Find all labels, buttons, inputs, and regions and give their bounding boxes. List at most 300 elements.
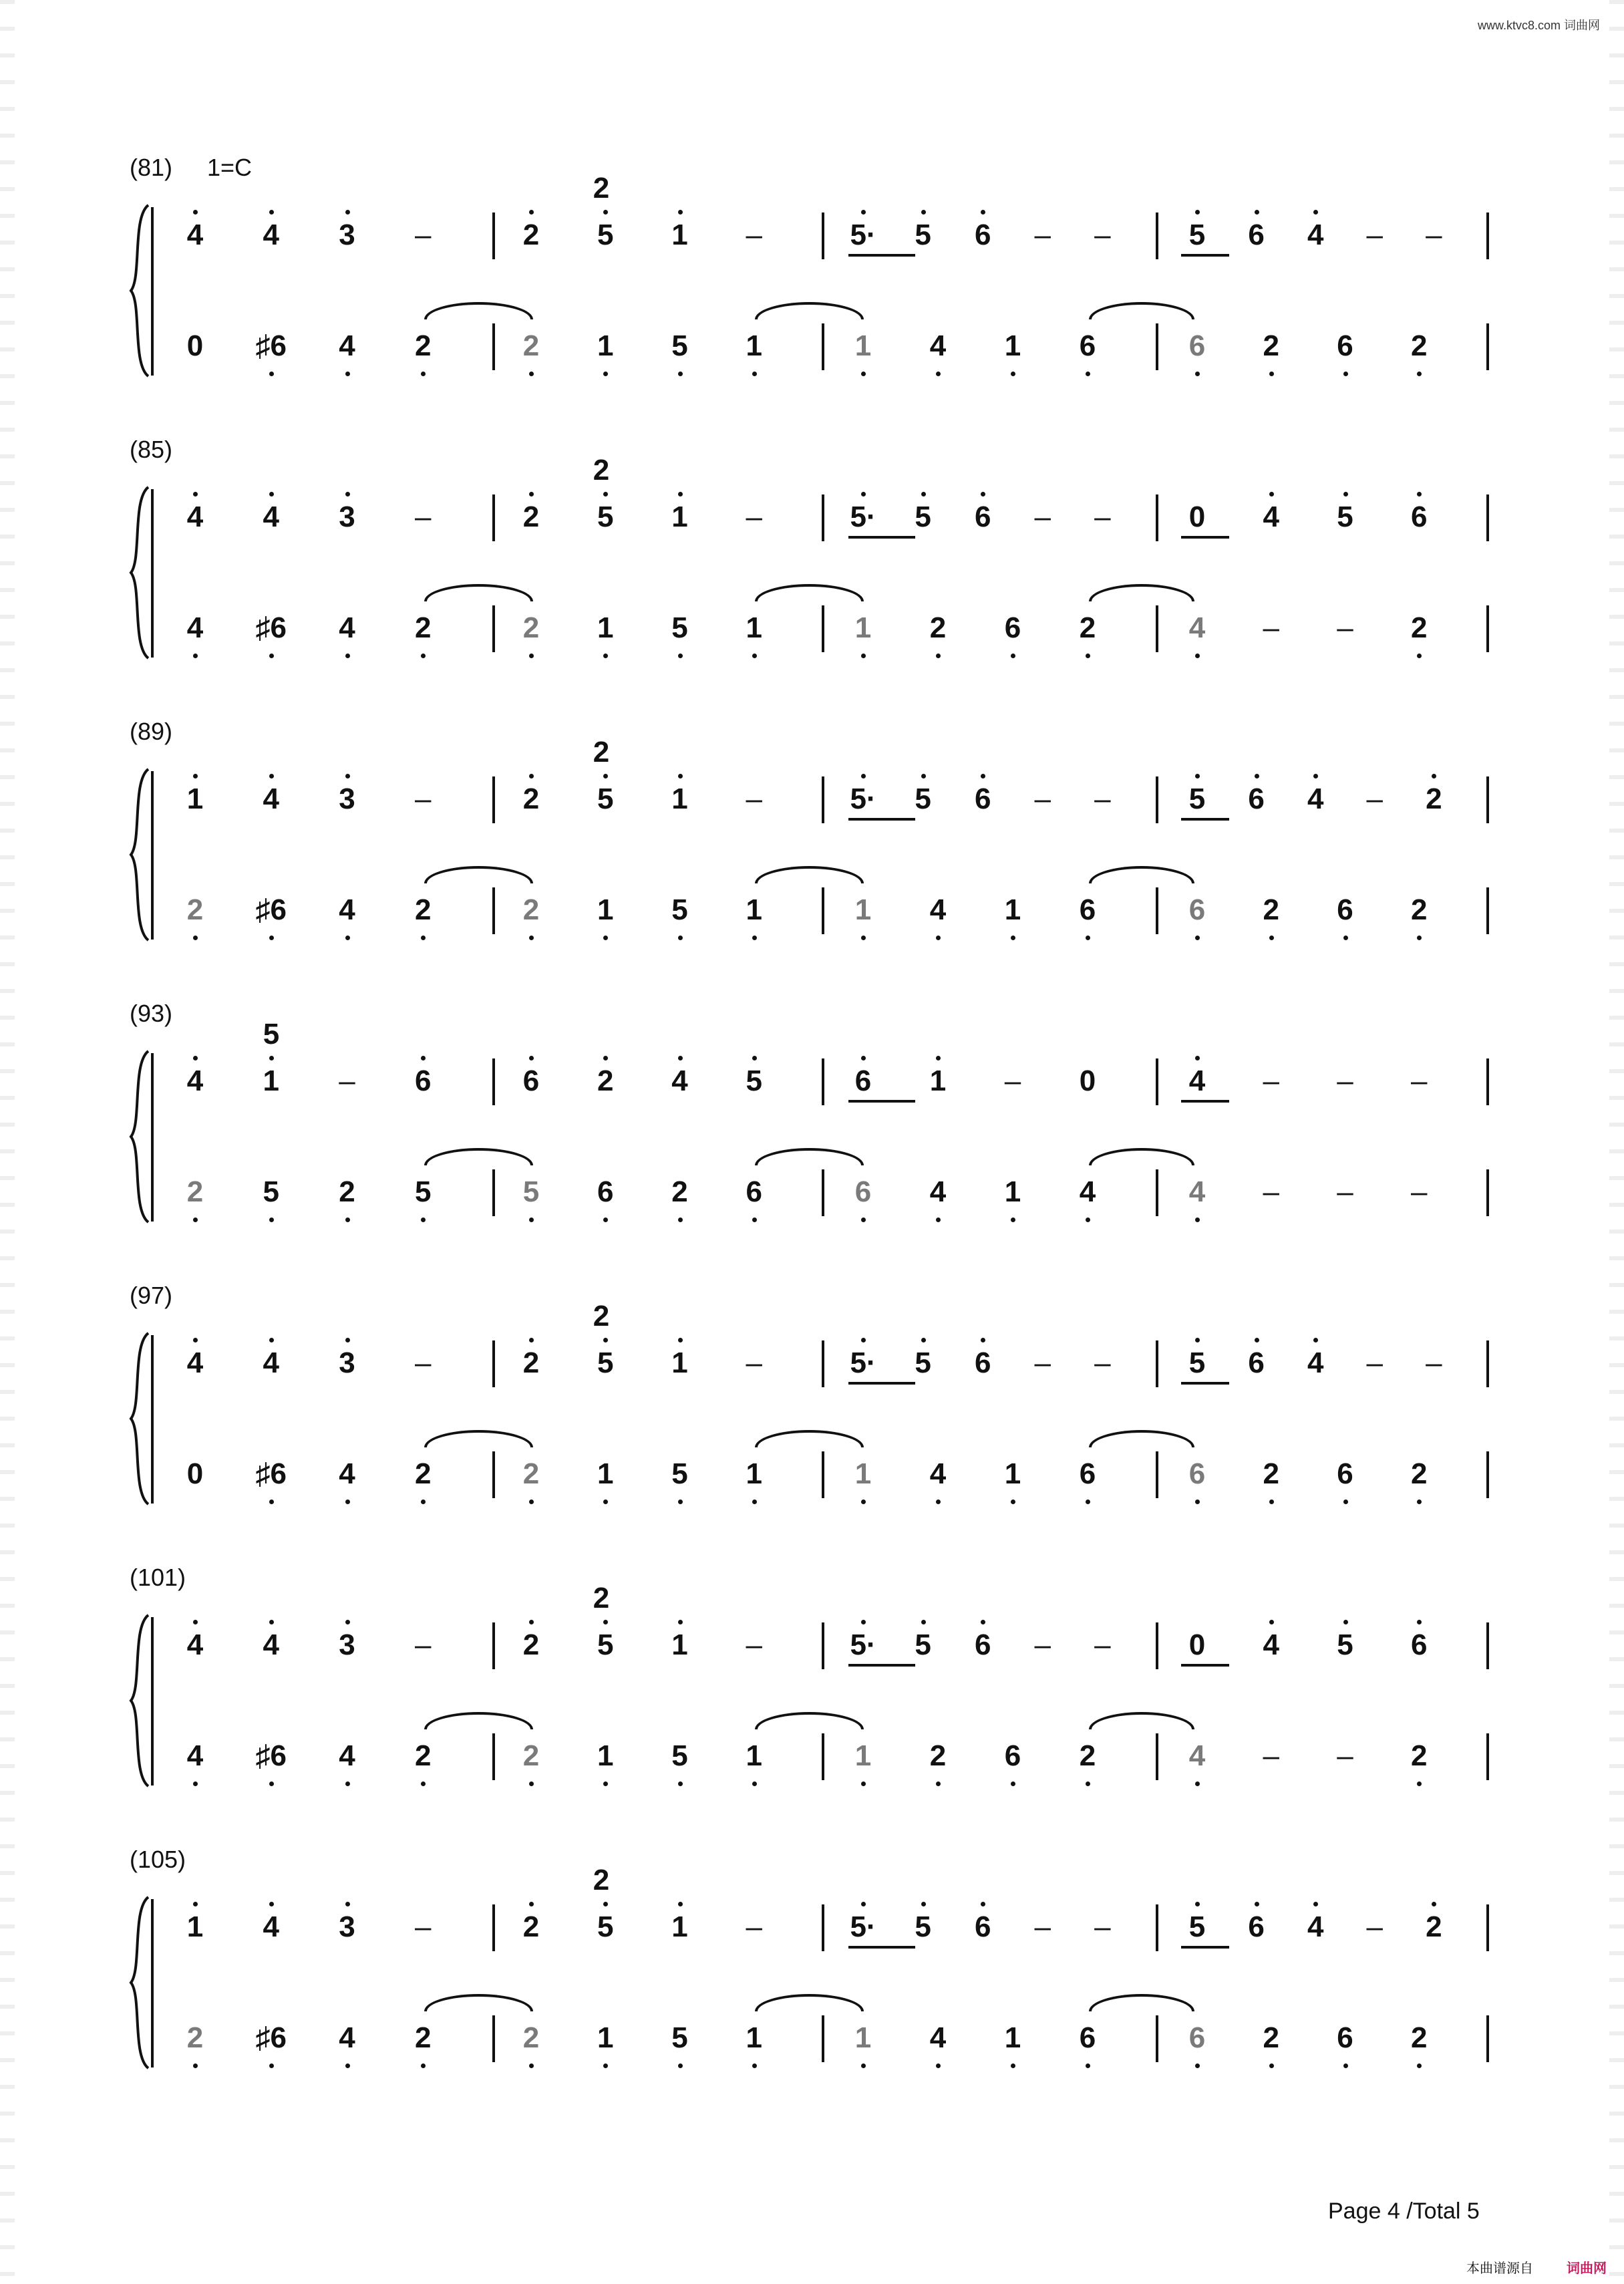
beam-line	[848, 1946, 915, 1949]
octave-dot	[1255, 774, 1259, 778]
octave-dot	[1195, 210, 1200, 215]
octave-dot	[603, 654, 608, 658]
dash-note: –	[1094, 782, 1111, 815]
note: 1	[597, 2021, 614, 2054]
note: 2	[1079, 611, 1096, 644]
octave-dot	[421, 936, 426, 940]
barline	[1156, 212, 1158, 259]
octave-dot	[1086, 654, 1090, 658]
octave-dot	[1195, 1338, 1200, 1342]
note: 4	[263, 782, 279, 815]
barline	[1156, 494, 1158, 541]
octave-dot	[678, 1218, 683, 1222]
octave-dot	[1417, 654, 1422, 658]
note: 5·	[850, 1346, 876, 1379]
note: 5	[597, 1346, 614, 1379]
bass-part	[0, 319, 1624, 373]
octave-dot	[193, 2063, 198, 2068]
barline	[492, 1058, 495, 1105]
note: 6	[1079, 2021, 1096, 2054]
octave-dot	[861, 936, 866, 940]
note: ♯6	[255, 2021, 287, 2054]
octave-dot	[345, 1902, 350, 1906]
dash-note: –	[746, 1346, 762, 1379]
barline	[1156, 605, 1158, 652]
octave-dot	[1255, 1338, 1259, 1342]
note: ♯6	[255, 611, 287, 644]
note: 5·	[850, 219, 876, 251]
note: 5	[1337, 501, 1353, 533]
note: 4	[1188, 1175, 1206, 1208]
note: 5	[597, 782, 614, 815]
barline	[1486, 1340, 1489, 1387]
note: 2	[597, 1064, 614, 1097]
dash-note: –	[339, 1064, 355, 1097]
barline	[1156, 1169, 1158, 1216]
treble-part	[0, 1900, 1624, 1954]
octave-dot	[1343, 1620, 1348, 1624]
octave-dot	[193, 654, 198, 658]
note: 4	[339, 2021, 355, 2054]
note: 5·	[850, 782, 876, 815]
note: 4	[1263, 501, 1279, 533]
bass-part	[0, 2011, 1624, 2065]
note: 6	[974, 219, 991, 251]
octave-dot	[678, 210, 683, 215]
octave-dot	[1011, 1218, 1015, 1222]
note: 5·	[850, 1628, 876, 1661]
barline	[822, 605, 824, 652]
barline	[822, 887, 824, 934]
note: 6	[1188, 893, 1206, 926]
page-indicator: Page 4 /Total 5	[1328, 2198, 1480, 2224]
octave-dot	[678, 1620, 683, 1624]
dash-note: –	[1094, 1910, 1111, 1943]
note: 1	[746, 329, 762, 362]
octave-dot	[345, 2063, 350, 2068]
note: 5	[915, 1910, 931, 1943]
barline	[822, 1058, 824, 1105]
octave-dot	[1417, 1500, 1422, 1504]
note: 5·	[850, 1910, 876, 1943]
barline	[1486, 494, 1489, 541]
treble-part	[0, 1336, 1624, 1390]
note: 3	[339, 1628, 355, 1661]
treble-part	[0, 1618, 1624, 1672]
octave-dot	[1195, 372, 1200, 376]
barline	[1486, 1622, 1489, 1669]
octave-dot	[193, 492, 198, 496]
note: 4	[1263, 1628, 1279, 1661]
barline	[1156, 323, 1158, 370]
note: 1	[1004, 2021, 1021, 2054]
dash-note: –	[1263, 611, 1279, 644]
bass-part	[0, 1165, 1624, 1219]
measure-number: (101)	[130, 1564, 186, 1591]
slur	[424, 584, 533, 601]
slur	[1089, 302, 1194, 319]
octave-dot	[529, 1500, 534, 1504]
note: 0	[1079, 1064, 1096, 1097]
note: ♯6	[255, 1457, 287, 1490]
dash-note: –	[1337, 1175, 1353, 1208]
note: 4	[186, 1739, 204, 1772]
note: 6	[1337, 2021, 1353, 2054]
note: 6	[1248, 219, 1265, 251]
octave-dot	[193, 936, 198, 940]
note: 6	[1079, 329, 1096, 362]
barline	[492, 1169, 495, 1216]
octave-dot	[1417, 2063, 1422, 2068]
note: 2	[522, 782, 540, 815]
note: 2	[1263, 329, 1279, 362]
treble-part	[0, 208, 1624, 262]
dash-note: –	[746, 219, 762, 251]
octave-dot	[678, 492, 683, 496]
note: 4	[339, 611, 355, 644]
dash-note: –	[1366, 782, 1384, 815]
octave-dot	[529, 654, 534, 658]
note: 2	[186, 2021, 204, 2054]
note: 6	[1248, 782, 1265, 815]
octave-dot	[752, 1056, 757, 1060]
octave-dot	[529, 1218, 534, 1222]
note: 2	[522, 1346, 540, 1379]
note: 5	[415, 1175, 432, 1208]
note: 1	[671, 782, 688, 815]
octave-dot	[936, 936, 941, 940]
note: 0	[1188, 1628, 1206, 1661]
note: 0	[186, 329, 204, 362]
octave-dot	[936, 654, 941, 658]
barline	[1486, 887, 1489, 934]
note: 6	[1188, 1457, 1206, 1490]
note: 2	[415, 1739, 432, 1772]
note: 2	[522, 1628, 540, 1661]
note: 5	[597, 219, 614, 251]
barline	[1156, 2015, 1158, 2062]
octave-dot	[529, 372, 534, 376]
note: ♯6	[255, 329, 287, 362]
note: 5	[1188, 782, 1206, 815]
octave-dot	[1195, 1218, 1200, 1222]
octave-dot	[752, 2063, 757, 2068]
octave-dot	[936, 1218, 941, 1222]
octave-dot	[603, 1781, 608, 1786]
dash-note: –	[1094, 1628, 1111, 1661]
note: 1	[1004, 1457, 1021, 1490]
octave-dot	[678, 774, 683, 778]
note: 1	[597, 611, 614, 644]
barline	[1486, 2015, 1489, 2062]
octave-dot	[678, 372, 683, 376]
octave-dot	[529, 1338, 534, 1342]
beam-line	[848, 254, 915, 257]
dash-note: –	[1366, 1910, 1384, 1943]
barline	[492, 776, 495, 823]
note: ♯6	[255, 893, 287, 926]
stacked-note: 2	[593, 736, 610, 768]
octave-dot	[345, 210, 350, 215]
beam-line	[848, 1382, 915, 1385]
note: 2	[186, 1175, 204, 1208]
octave-dot	[678, 936, 683, 940]
octave-dot	[269, 1500, 274, 1504]
barline	[822, 494, 824, 541]
octave-dot	[1086, 1218, 1090, 1222]
slur	[1089, 866, 1194, 883]
measure-number: (81)	[130, 154, 173, 181]
note: 1	[746, 2021, 762, 2054]
treble-part	[0, 490, 1624, 544]
note: 2	[1411, 1739, 1428, 1772]
octave-dot	[1343, 492, 1348, 496]
octave-dot	[861, 372, 866, 376]
dash-note: –	[1426, 219, 1442, 251]
slur	[424, 302, 533, 319]
octave-dot	[678, 2063, 683, 2068]
note: 1	[597, 329, 614, 362]
barline	[1486, 605, 1489, 652]
barline	[492, 494, 495, 541]
brand-source: 本曲谱源自	[1466, 2261, 1533, 2276]
note: 2	[522, 1739, 540, 1772]
beam-line	[1181, 1664, 1229, 1667]
octave-dot	[269, 774, 274, 778]
dash-note: –	[1263, 1064, 1279, 1097]
octave-dot	[1086, 1500, 1090, 1504]
treble-part	[0, 772, 1624, 826]
note: 5	[671, 1739, 688, 1772]
octave-dot	[1417, 372, 1422, 376]
note: 2	[1263, 2021, 1279, 2054]
dash-note: –	[746, 1910, 762, 1943]
bass-part	[0, 1447, 1624, 1501]
beam-line	[848, 1664, 915, 1667]
note: 2	[1411, 611, 1428, 644]
octave-dot	[1011, 1781, 1015, 1786]
note: 4	[186, 1628, 204, 1661]
note: 5	[263, 1175, 279, 1208]
octave-dot	[678, 654, 683, 658]
octave-dot	[1343, 936, 1348, 940]
note: 2	[522, 501, 540, 533]
octave-dot	[861, 1781, 866, 1786]
octave-dot	[529, 1056, 534, 1060]
octave-dot	[193, 1218, 198, 1222]
octave-dot	[345, 774, 350, 778]
slur	[424, 1994, 533, 2011]
octave-dot	[861, 492, 866, 496]
dash-note: –	[415, 501, 432, 533]
note: 6	[522, 1064, 540, 1097]
octave-dot	[1255, 1902, 1259, 1906]
measure-number: (93)	[130, 1000, 173, 1027]
octave-dot	[861, 774, 866, 778]
note: 6	[746, 1175, 762, 1208]
octave-dot	[1269, 492, 1274, 496]
octave-dot	[529, 1781, 534, 1786]
barline	[1156, 776, 1158, 823]
octave-dot	[678, 1500, 683, 1504]
note: 2	[415, 611, 432, 644]
note: 4	[339, 1457, 355, 1490]
note: 2	[1263, 1457, 1279, 1490]
octave-dot	[269, 936, 274, 940]
note: 1	[746, 1457, 762, 1490]
octave-dot	[861, 1056, 866, 1060]
stacked-note: 2	[593, 1582, 610, 1614]
note: 2	[671, 1175, 688, 1208]
slur	[424, 866, 533, 883]
octave-dot	[193, 210, 198, 215]
note: 2	[1411, 329, 1428, 362]
octave-dot	[921, 774, 926, 778]
note: 0	[186, 1457, 204, 1490]
octave-dot	[861, 654, 866, 658]
dash-note: –	[1034, 219, 1051, 251]
slur	[755, 866, 864, 883]
note: 2	[1426, 782, 1442, 815]
dash-note: –	[1426, 1346, 1442, 1379]
dash-note: –	[415, 219, 432, 251]
barline	[1156, 1340, 1158, 1387]
slur	[424, 1148, 533, 1165]
octave-dot	[921, 1620, 926, 1624]
note: 2	[415, 893, 432, 926]
octave-dot	[752, 1781, 757, 1786]
note: 4	[1079, 1175, 1096, 1208]
bass-part	[0, 1729, 1624, 1783]
note: 1	[671, 219, 688, 251]
slur	[755, 1994, 864, 2011]
note: 4	[1307, 782, 1324, 815]
slur	[755, 1712, 864, 1729]
octave-dot	[345, 1218, 350, 1222]
note: 6	[1248, 1346, 1265, 1379]
note: 4	[263, 1910, 279, 1943]
note: 6	[854, 1175, 872, 1208]
note: 6	[974, 1628, 991, 1661]
note: 6	[1004, 611, 1021, 644]
slur	[1089, 584, 1194, 601]
barline	[492, 1733, 495, 1780]
dash-note: –	[415, 782, 432, 815]
octave-dot	[752, 654, 757, 658]
note: 2	[1411, 2021, 1428, 2054]
note: 6	[1079, 1457, 1096, 1490]
octave-dot	[421, 372, 426, 376]
note: 4	[263, 501, 279, 533]
barline	[1486, 323, 1489, 370]
barline	[1156, 887, 1158, 934]
note: 3	[339, 1910, 355, 1943]
dash-note: –	[1337, 1739, 1353, 1772]
note: 5	[1337, 1628, 1353, 1661]
barline	[822, 1904, 824, 1951]
note: 4	[339, 1739, 355, 1772]
octave-dot	[936, 372, 941, 376]
note: 6	[1337, 1457, 1353, 1490]
barline	[822, 1340, 824, 1387]
octave-dot	[936, 1781, 941, 1786]
slur	[755, 1430, 864, 1447]
octave-dot	[1195, 774, 1200, 778]
octave-dot	[269, 210, 274, 215]
octave-dot	[1086, 372, 1090, 376]
note: 6	[415, 1064, 432, 1097]
note: 5	[671, 2021, 688, 2054]
note: 2	[415, 1457, 432, 1490]
barline	[1486, 1451, 1489, 1498]
brand-logo: 词曲网	[1567, 2261, 1607, 2276]
octave-dot	[421, 654, 426, 658]
note: 4	[1307, 219, 1324, 251]
barline	[1156, 1451, 1158, 1498]
barline	[492, 1340, 495, 1387]
note: 5	[915, 782, 931, 815]
note: 2	[522, 219, 540, 251]
octave-dot	[1086, 2063, 1090, 2068]
note: 5	[597, 1628, 614, 1661]
beam-line	[848, 1100, 915, 1103]
note: 1	[854, 611, 872, 644]
beam-line	[1181, 818, 1229, 821]
octave-dot	[1011, 654, 1015, 658]
note: 2	[522, 1910, 540, 1943]
note: 4	[263, 1346, 279, 1379]
note: 5	[671, 329, 688, 362]
note: 4	[929, 1175, 947, 1208]
note: 4	[263, 1628, 279, 1661]
barline	[492, 1904, 495, 1951]
barline	[492, 2015, 495, 2062]
note: 4	[339, 893, 355, 926]
dash-note: –	[1034, 1910, 1051, 1943]
note: 6	[1337, 893, 1353, 926]
octave-dot	[603, 1218, 608, 1222]
note: 6	[1248, 1910, 1265, 1943]
barline	[822, 1169, 824, 1216]
note: 2	[1079, 1739, 1096, 1772]
octave-dot	[269, 1620, 274, 1624]
note: 1	[854, 893, 872, 926]
treble-part	[0, 1054, 1624, 1108]
dash-note: –	[1337, 611, 1353, 644]
note: 1	[746, 611, 762, 644]
octave-dot	[193, 774, 198, 778]
note: 4	[186, 1064, 204, 1097]
note: 6	[974, 501, 991, 533]
octave-dot	[1269, 1500, 1274, 1504]
dash-note: –	[1034, 1628, 1051, 1661]
octave-dot	[345, 1338, 350, 1342]
note: 4	[339, 329, 355, 362]
note: 4	[929, 893, 947, 926]
octave-dot	[603, 1500, 608, 1504]
note: 3	[339, 1346, 355, 1379]
octave-dot	[421, 1500, 426, 1504]
measure-number: (85)	[130, 436, 173, 463]
octave-dot	[421, 1218, 426, 1222]
dash-note: –	[415, 1628, 432, 1661]
note: 4	[1188, 611, 1206, 644]
note: 2	[522, 2021, 540, 2054]
octave-dot	[752, 1500, 757, 1504]
note: 4	[186, 501, 204, 533]
slur	[1089, 1994, 1194, 2011]
octave-dot	[193, 1338, 198, 1342]
